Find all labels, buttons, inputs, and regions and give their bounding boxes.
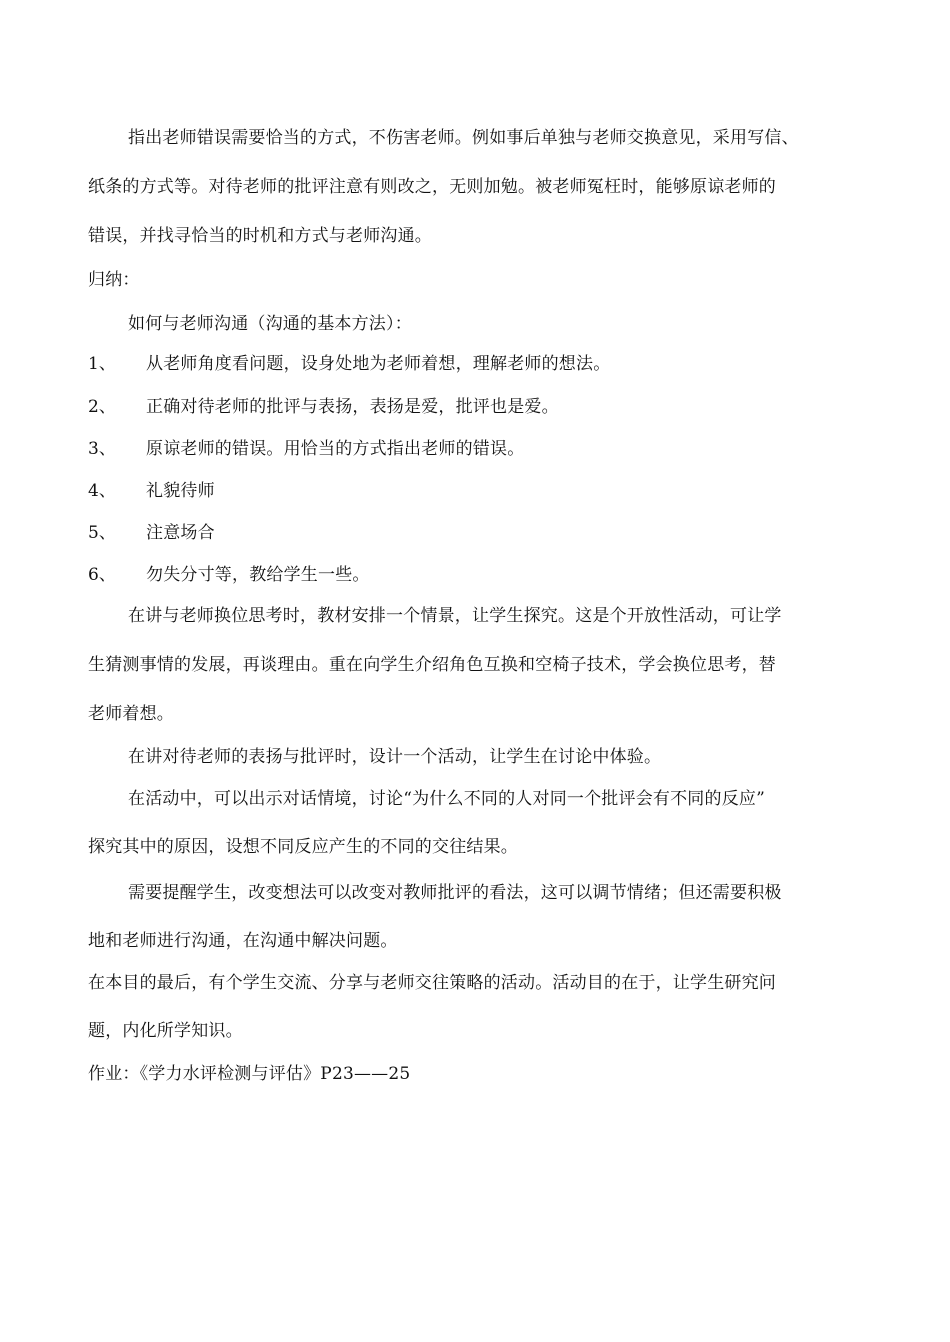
list-item-number: 3、	[88, 439, 116, 459]
paragraph-line: 生猜测事情的发展，再谈理由。重在向学生介绍角色互换和空椅子技术，学会换位思考，替	[88, 655, 776, 675]
paragraph-line: 探究其中的原因，设想不同反应产生的不同的交往结果。	[88, 837, 518, 857]
list-item: 勿失分寸等，教给学生一些。	[146, 565, 370, 585]
list-item-number: 6、	[88, 565, 116, 585]
paragraph-line: 地和老师进行沟通，在沟通中解决问题。	[88, 931, 398, 951]
paragraph-line: 需要提醒学生，改变想法可以改变对教师批评的看法，这可以调节情绪；但还需要积极	[128, 883, 782, 903]
list-item: 礼貌待师	[146, 481, 215, 501]
homework-line: 作业：《学力水评检测与评估》P23——25	[88, 1064, 411, 1084]
paragraph-line: 在活动中，可以出示对话情境，讨论“为什么不同的人对同一个批评会有不同的反应”	[128, 789, 765, 809]
list-item-number: 4、	[88, 481, 116, 501]
list-item-number: 1、	[88, 354, 116, 374]
paragraph-line: 纸条的方式等。对待老师的批评注意有则改之，无则加勉。被老师冤枉时，能够原谅老师的	[88, 177, 776, 197]
paragraph-line: 在讲对待老师的表扬与批评时，设计一个活动，让学生在讨论中体验。	[128, 747, 662, 767]
methods-title: 如何与老师沟通（沟通的基本方法）：	[128, 314, 412, 334]
paragraph-line: 老师着想。	[88, 704, 174, 724]
paragraph-line: 在本目的最后，有个学生交流、分享与老师交往策略的活动。活动目的在于，让学生研究问	[88, 973, 776, 993]
list-item: 原谅老师的错误。用恰当的方式指出老师的错误。	[146, 439, 525, 459]
summary-label: 归纳：	[88, 270, 140, 290]
paragraph-line: 指出老师错误需要恰当的方式，不伤害老师。例如事后单独与老师交换意见，采用写信、	[128, 128, 799, 148]
list-item-number: 2、	[88, 397, 116, 417]
paragraph-line: 错误，并找寻恰当的时机和方式与老师沟通。	[88, 226, 432, 246]
list-item-number: 5、	[88, 523, 116, 543]
paragraph-line: 题，内化所学知识。	[88, 1021, 243, 1041]
list-item: 从老师角度看问题，设身处地为老师着想，理解老师的想法。	[146, 354, 611, 374]
paragraph-line: 在讲与老师换位思考时，教材安排一个情景，让学生探究。这是个开放性活动，可让学	[128, 606, 782, 626]
list-item: 正确对待老师的批评与表扬，表扬是爱，批评也是爱。	[146, 397, 559, 417]
list-item: 注意场合	[146, 523, 215, 543]
